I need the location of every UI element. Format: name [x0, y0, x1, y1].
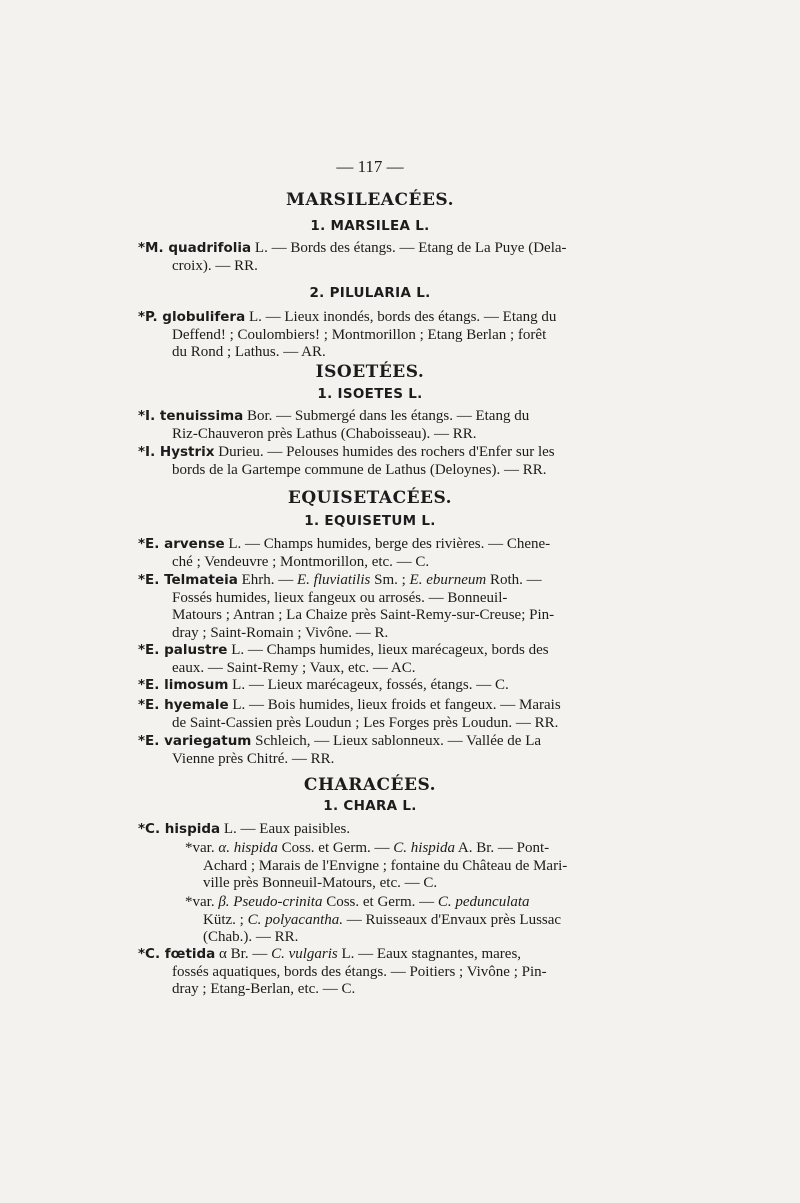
entry-equisetum-hyemale: *E. hyemale L. — Bois humides, lieux froids et fangeux. — Marais de Saint-Cassien près Loudun ; Les Forges près Loudun. — RR.: [138, 697, 561, 731]
entry-isoetes-hystrix: *I. Hystrix Durieu. — Pelouses humides des rochers d'Enfer sur les bords de la Gartempe commune de Lathus (Deloynes). — RR.: [138, 444, 555, 478]
species-name: *C. hispida: [138, 821, 221, 837]
genus-heading-marsilea: 1. MARSILEA L.: [310, 218, 430, 234]
page-number: — 117 —: [336, 157, 404, 176]
entry-equisetum-telmateia: *E. Telmateia Ehrh. — E. fluviatilis Sm. ; E. eburneum Roth. — Fossés humides, lieux fangeux ou arrosés. — Bonneuil- Matours ; Antran ; La Chaize près Saint-Remy-sur-Creuse; Pin- dray ; Saint-Romain ; Vivône. — R.: [138, 572, 555, 641]
species-name: *I. tenuissima: [138, 408, 244, 424]
species-name: *E. arvense: [138, 536, 225, 552]
species-name: *E. variegatum: [138, 733, 252, 749]
entry-marsilea-quadrifolia: *M. quadrifolia L. — Bords des étangs. — Etang de La Puye (Dela- croix). — RR.: [138, 240, 567, 274]
entry-chara-foetida: *C. fœtida α Br. — C. vulgaris L. — Eaux stagnantes, mares, fossés aquatiques, bords des étangs. — Poitiers ; Vivône ; Pin- dray ; Etang-Berlan, etc. — C.: [138, 946, 547, 997]
genus-heading-isoetes: 1. ISOETES L.: [317, 386, 423, 402]
family-heading-equisetacees: EQUISETACÉES.: [287, 488, 453, 508]
entry-chara-hispida: *C. hispida L. — Eaux paisibles.: [138, 821, 351, 837]
entry-equisetum-palustre: *E. palustre L. — Champs humides, lieux marécageux, bords des eaux. — Saint-Remy ; Vaux, etc. — AC.: [138, 642, 549, 676]
entry-chara-hispida-var-alpha: *var. α. hispida Coss. et Germ. — C. hispida A. Br. — Pont- Achard ; Marais de l'Envigne ; fontaine du Château de Mari- ville près Bonneuil-Matours, etc. — C.: [185, 840, 568, 891]
species-name: *E. limosum: [138, 677, 229, 693]
entry-chara-hispida-var-beta: *var. β. Pseudo-crinita Coss. et Germ. — C. pedunculata Kütz. ; C. polyacantha. — Ruisseaux d'Envaux près Lussac (Chab.). — RR.: [185, 894, 562, 945]
species-name: *E. Telmateia: [138, 572, 238, 588]
species-name: *I. Hystrix: [138, 444, 215, 460]
species-name: *E. palustre: [138, 642, 228, 658]
family-heading-characees: CHARACÉES.: [303, 775, 437, 795]
entry-equisetum-variegatum: *E. variegatum Schleich, — Lieux sablonneux. — Vallée de La Vienne près Chitré. — RR.: [138, 733, 542, 767]
genus-heading-pilularia: 2. PILULARIA L.: [309, 285, 431, 301]
entry-equisetum-limosum: *E. limosum L. — Lieux marécageux, fossés, étangs. — C.: [138, 677, 509, 693]
family-heading-isoetees: ISOETÉES.: [315, 362, 425, 382]
species-name: *E. hyemale: [138, 697, 229, 713]
genus-heading-equisetum: 1. EQUISETUM L.: [304, 513, 436, 529]
entry-pilularia-globulifera: *P. globulifera L. — Lieux inondés, bords des étangs. — Etang du Deffend! ; Coulombiers! ; Montmorillon ; Etang Berlan ; forêt du Rond ; Lathus. — AR.: [138, 309, 557, 360]
genus-heading-chara: 1. CHARA L.: [323, 798, 417, 814]
entry-isoetes-tenuissima: *I. tenuissima Bor. — Submergé dans les étangs. — Etang du Riz-Chauveron près Lathus (Chaboisseau). — RR.: [138, 408, 530, 442]
entry-equisetum-arvense: *E. arvense L. — Champs humides, berge des rivières. — Chene- ché ; Vendeuvre ; Montmorillon, etc. — C.: [138, 536, 551, 570]
species-name: *P. globulifera: [138, 309, 246, 325]
family-heading-marsileacees: MARSILEACÉES.: [286, 190, 454, 210]
species-name: *C. fœtida: [138, 946, 216, 962]
species-name: *M. quadrifolia: [138, 240, 252, 256]
